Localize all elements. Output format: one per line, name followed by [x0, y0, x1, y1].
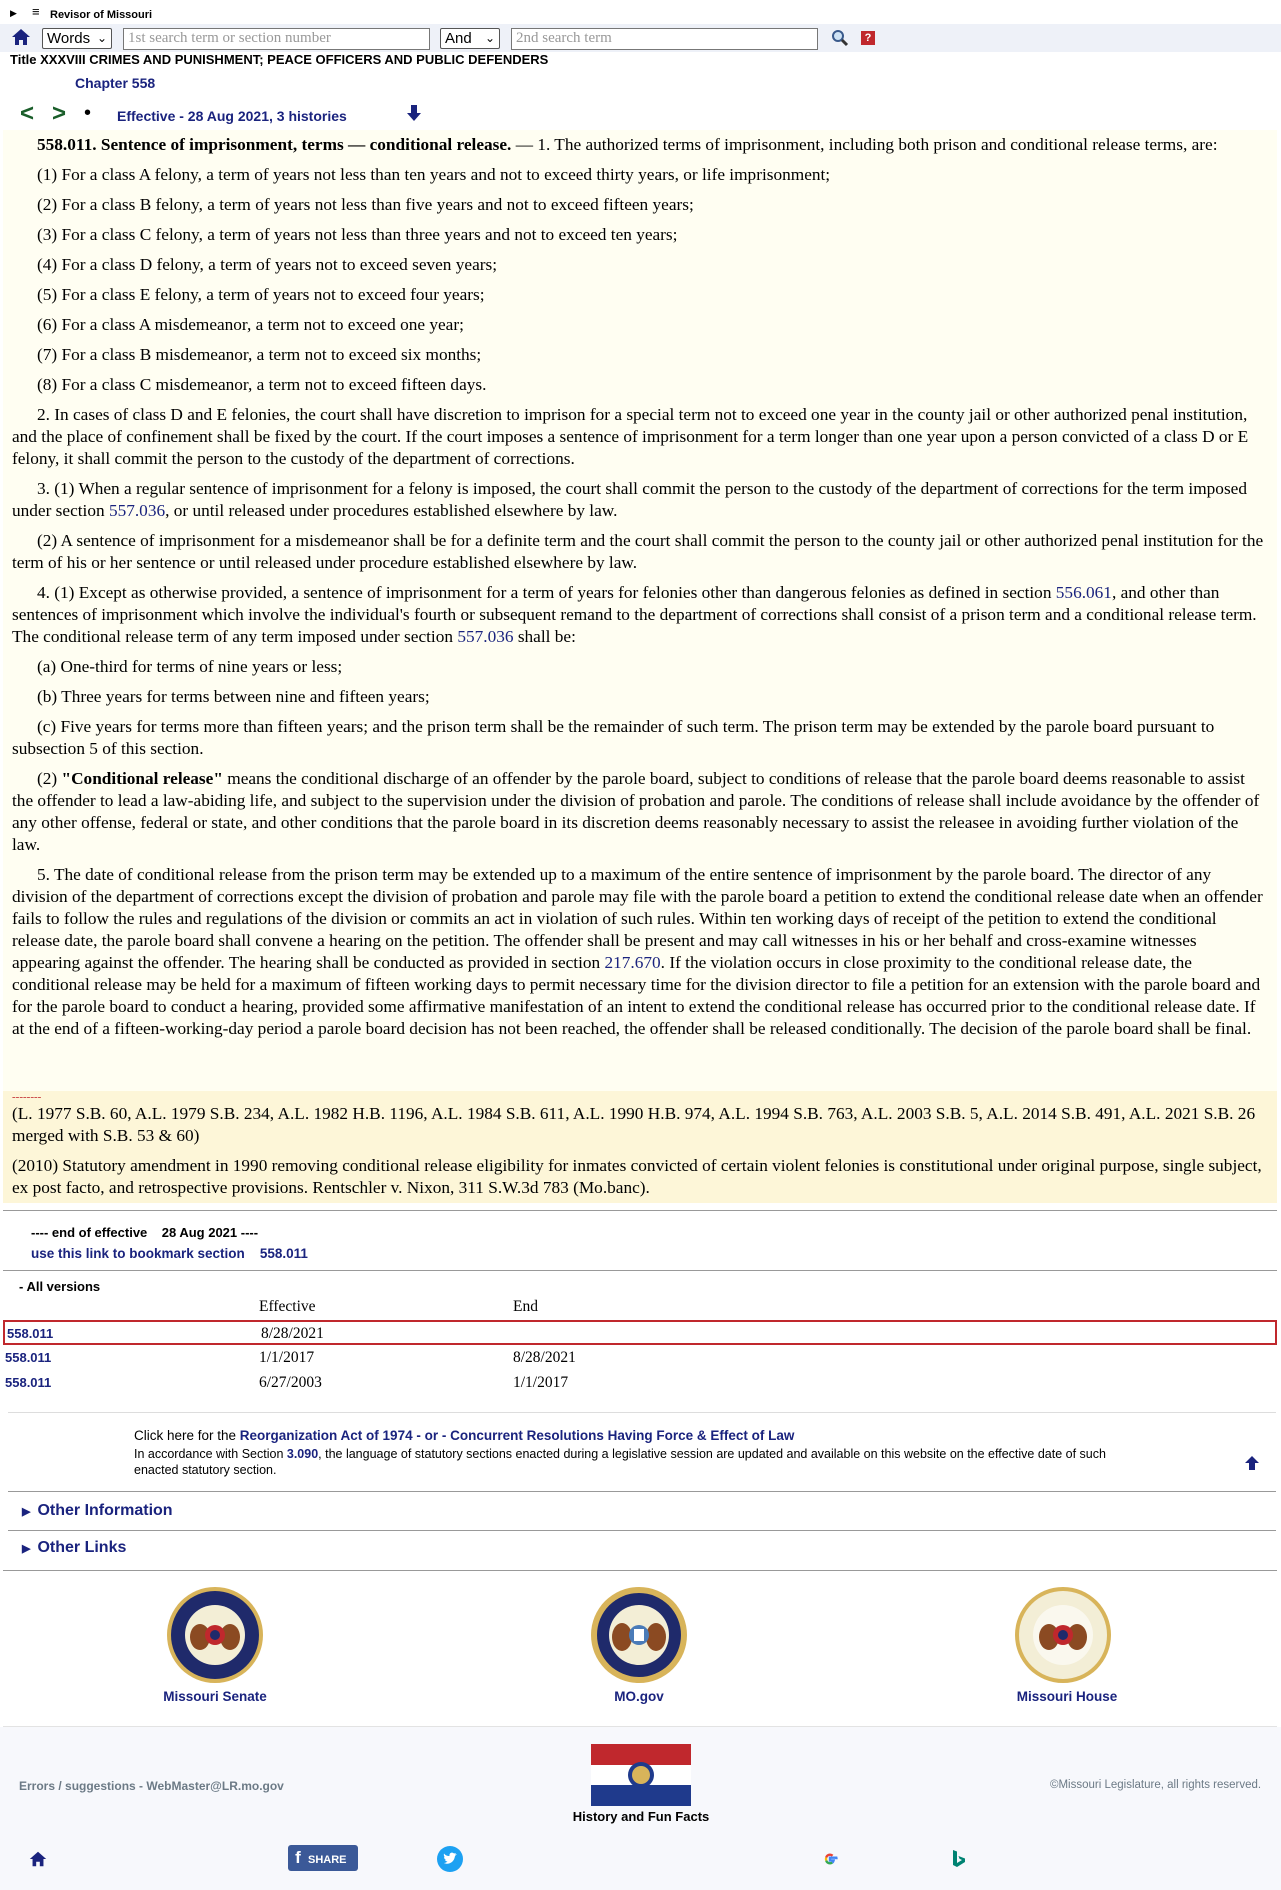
list-item: (4) For a class D felony, a term of years not to exceed seven years;	[37, 255, 498, 274]
all-versions-toggle[interactable]: - All versions	[19, 1279, 101, 1294]
version-effective-date: 6/27/2003	[259, 1374, 322, 1391]
first-search-input[interactable]: 1st search term or section number	[123, 28, 430, 50]
chapter-link[interactable]: Chapter 558	[75, 75, 156, 91]
list-item: (5) For a class E felony, a term of years not to exceed four years;	[37, 285, 485, 304]
facebook-icon: f	[295, 1848, 301, 1867]
google-icon[interactable]	[822, 1851, 838, 1867]
arrow-down-icon[interactable]	[404, 103, 424, 123]
section-3090-link[interactable]: 3.090	[286, 1447, 319, 1461]
history-annotation: (2010) Statutory amendment in 1990 removing conditional release eligibility for inmates convicted of certain violent felonies is constitutional under original purpose, single subject, ex post facto, and retrospective provisions. Rentschler v. Nixon, 311 S.W.3d 783 (Mo.banc).	[12, 1156, 1262, 1197]
errors-suggestions-link[interactable]: Errors / suggestions - WebMaster@LR.mo.gov	[19, 1779, 284, 1793]
list-item: (3) For a class C felony, a term of years not less than three years and not to exceed ten years;	[37, 225, 678, 244]
effective-histories-link[interactable]: Effective - 28 Aug 2021, 3 histories	[117, 108, 347, 124]
menu-icon[interactable]: ≡	[32, 4, 40, 19]
bookmark-link[interactable]: use this link to bookmark section 558.011	[31, 1246, 308, 1261]
second-search-input[interactable]: 2nd search term	[511, 28, 818, 50]
arrow-up-icon[interactable]	[1243, 1454, 1261, 1472]
home-icon[interactable]	[10, 26, 32, 48]
section-link-557036[interactable]: 557.036	[457, 627, 514, 646]
expand-triangle-icon: ▶	[22, 1506, 31, 1518]
list-item: (b) Three years for terms between nine and fifteen years;	[37, 687, 430, 706]
next-section-button[interactable]: >	[52, 100, 67, 127]
end-of-effective: ---- end of effective 28 Aug 2021 ----	[31, 1225, 259, 1240]
version-end-date: 1/1/2017	[513, 1374, 569, 1391]
senate-seal-icon[interactable]	[165, 1585, 265, 1685]
version-effective-date: 1/1/2017	[259, 1349, 315, 1366]
version-section-link[interactable]: 558.011	[5, 1350, 52, 1365]
facebook-share-button[interactable]: fSHARE	[288, 1845, 358, 1871]
subsection-4-1: 4. (1) Except as otherwise provided, a sentence of imprisonment for a term of years for felonies other than dangerous felonies as defined in section 556.061, and other than sentences of imprisonment which involve the individual's fourth or subsequent remand to the department of corrections shall consist of a prison term and a conditional release term. The conditional release term of any term imposed under section 557.036 shall be:	[12, 583, 1257, 646]
version-row-current[interactable]	[3, 1320, 1277, 1345]
search-mode-select[interactable]: Words ⌄	[42, 28, 112, 49]
search-icon[interactable]	[831, 29, 849, 47]
list-item: (7) For a class B misdemeanor, a term not to exceed six months;	[37, 345, 482, 364]
copyright-text: ©Missouri Legislature, all rights reserved.	[1050, 1779, 1262, 1791]
version-section-link[interactable]: 558.011	[7, 1326, 54, 1341]
defined-term: "Conditional release"	[61, 769, 223, 788]
subsection-3-2: (2) A sentence of imprisonment for a misdemeanor shall be for a definite term and the court shall commit the person to the county jail or other authorized penal institution for the term of his or her sentence or until released under procedure established elsewhere by law.	[12, 531, 1264, 572]
section-intro: 558.011. Sentence of imprisonment, terms — conditional release. — 1. The authorized terms of imprisonment, including both prison and conditional release terms, are:	[37, 135, 1218, 154]
list-item: (2) For a class B felony, a term of years not less than five years and not to exceed fifteen years;	[37, 195, 694, 214]
list-item: (a) One-third for terms of nine years or less;	[37, 657, 343, 676]
history-divider: --------	[12, 1091, 42, 1103]
subsection-5: 5. The date of conditional release from the prison term may be extended up to a maximum of the entire sentence of imprisonment by the parole board. The director of any division of the department of corrections except the division of probation and parole may file with the parole board a petition to extend the conditional release date when an offender fails to follow the rules and regulations of the division or commits an act in violation of such rules. Within ten working days of receipt of the petition to extend the conditional release date, the parole board shall convene a hearing on the petition. The offender shall be present and may call witnesses in his or her behalf and cross-examine witnesses appearing against the offender. The hearing shall be conducted as provided in section 217.670. If the violation occurs in close proximity to the conditional release date, the conditional release may be held for a maximum of fifteen working days to permit necessary time for the division director to file a petition for an extension with the parole board and for the parole board to conduct a hearing, provided some affirmative manifestation of an intent to extend the conditional release has occurred prior to the conditional release date. If at the end of a fifteen-working-day period a parole board decision has not been reached, the offender shall be released conditionally. The decision of the parole board shall be final.	[12, 865, 1263, 1038]
section-link-557036[interactable]: 557.036	[108, 501, 166, 520]
other-links-toggle[interactable]: ▶ Other Links	[22, 1539, 127, 1556]
history-notes	[3, 1091, 1277, 1203]
home-icon[interactable]	[28, 1849, 48, 1869]
bing-icon[interactable]	[951, 1849, 967, 1869]
divider	[3, 1210, 1277, 1211]
expand-triangle-icon: ▶	[22, 1543, 31, 1555]
great-seal-icon[interactable]	[589, 1585, 689, 1685]
site-brand[interactable]: Revisor of Missouri	[50, 9, 153, 21]
version-effective-date: 8/28/2021	[261, 1325, 324, 1342]
column-header-effective: Effective	[259, 1298, 316, 1315]
expand-triangle-icon[interactable]: ▶	[10, 8, 17, 18]
section-body	[3, 130, 1277, 1202]
missouri-flag-icon[interactable]	[591, 1744, 691, 1806]
divider	[8, 1412, 1276, 1413]
divider	[8, 1491, 1276, 1492]
missouri-senate-link[interactable]: Missouri Senate	[163, 1689, 267, 1704]
divider	[3, 1570, 1277, 1571]
divider	[8, 1530, 1276, 1531]
subsection-2: 2. In cases of class D and E felonies, the court shall have discretion to imprison for a special term not to exceed one year in the county jail or other authorized penal institution, and the place of confinement shall be fixed by the court. If the court imposes a sentence of imprisonment for a term longer than one year upon a person convicted of a class D or E felony, it shall commit the person to the custody of the department of corrections.	[12, 405, 1249, 468]
list-item: (6) For a class A misdemeanor, a term not to exceed one year;	[37, 315, 464, 334]
title-heading: Title XXXVIII CRIMES AND PUNISHMENT; PEACE OFFICERS AND PUBLIC DEFENDERS	[10, 52, 549, 67]
section-link-217670[interactable]: 217.670	[604, 953, 661, 972]
other-information-toggle[interactable]: ▶ Other Information	[22, 1502, 173, 1519]
current-section-dot[interactable]: •	[84, 102, 92, 124]
history-laws: (L. 1977 S.B. 60, A.L. 1979 S.B. 234, A.L. 1982 H.B. 1196, A.L. 1984 S.B. 611, A.L. 1990 H.B. 974, A.L. 1994 S.B. 763, A.L. 2003 S.B. 5, A.L. 2014 S.B. 491, A.L. 2021 S.B. 26 merged with S.B. 53 & 60)	[12, 1104, 1256, 1145]
help-icon[interactable]: ?	[861, 31, 875, 45]
version-row[interactable]	[3, 1346, 1277, 1371]
previous-section-button[interactable]: <	[20, 100, 35, 127]
section-nav	[0, 100, 1281, 128]
reorganization-act-link[interactable]: Reorganization Act of 1974 - or - Concurrent Resolutions Having Force & Effect of Law	[239, 1428, 795, 1443]
subsection-3-1: 3. (1) When a regular sentence of imprisonment for a felony is imposed, the court shall commit the person to the custody of the department of corrections for the term imposed under section 557.036, or until released under procedures established elsewhere by law.	[12, 479, 1247, 520]
search-operator-select[interactable]: And ⌄	[440, 28, 500, 49]
missouri-house-link[interactable]: Missouri House	[1016, 1689, 1118, 1704]
reorganization-note: Click here for the Reorganization Act of 1974 - or - Concurrent Resolutions Having Force & Effect of Law In accordance with Section 3.090, the language of statutory sections enacted during a legislative session are updated and available on this website on the effective date of such enacted statutory section.	[134, 1428, 1106, 1477]
column-header-end: End	[513, 1298, 538, 1315]
twitter-icon[interactable]	[436, 1845, 464, 1873]
section-heading: 558.011. Sentence of imprisonment, terms — conditional release.	[37, 135, 512, 154]
list-item: (1) For a class A felony, a term of years not less than ten years and not to exceed thirty years, or life imprisonment;	[37, 165, 831, 184]
section-link-556061[interactable]: 556.061	[1055, 583, 1112, 602]
mo-gov-link[interactable]: MO.gov	[614, 1689, 664, 1704]
list-item: (8) For a class C misdemeanor, a term not to exceed fifteen days.	[37, 375, 487, 394]
history-fun-facts-link[interactable]: History and Fun Facts	[572, 1809, 710, 1824]
divider	[3, 1270, 1277, 1271]
list-item: (c) Five years for terms more than fifteen years; and the prison term shall be the remainder of such term. The prison term may be extended by the parole board pursuant to subsection 5 of this section.	[12, 717, 1215, 758]
search-bar	[0, 24, 1281, 52]
house-seal-icon[interactable]	[1013, 1585, 1113, 1685]
divider	[3, 1726, 1277, 1727]
top-bar	[0, 0, 1281, 24]
version-section-link[interactable]: 558.011	[5, 1375, 52, 1390]
version-row[interactable]	[3, 1371, 1277, 1396]
version-end-date: 8/28/2021	[513, 1349, 576, 1366]
subsection-4-2: (2) "Conditional release" means the conditional discharge of an offender by the parole board, subject to conditions of release that the parole board deems reasonable to assist the offender to lead a law-abiding life, and subject to the supervision under the division of probation and parole. The conditions of release shall include avoidance by the offender of any other offense, federal or state, and other conditions that the parole board in its discretion deems reasonably necessary to assist the releasee in avoiding further violation of the law.	[12, 769, 1260, 854]
